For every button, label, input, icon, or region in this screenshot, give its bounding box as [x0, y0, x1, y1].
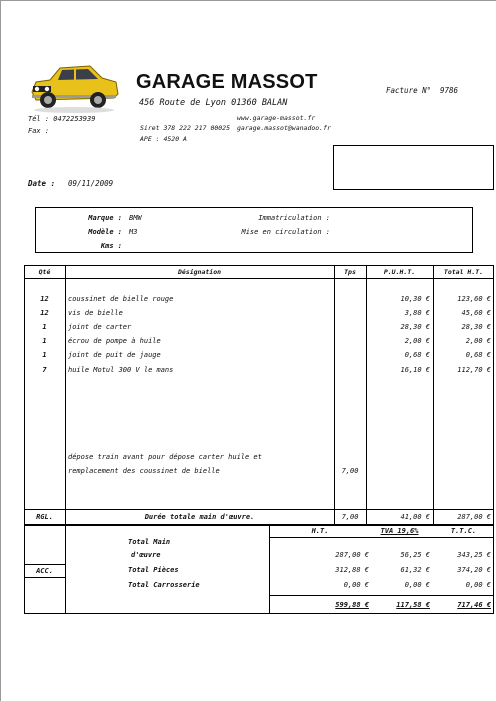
col-divider-designation	[334, 265, 335, 525]
labour-description-line2: remplacement des coussinet de bielle	[68, 467, 220, 475]
duree-totale-label: Durée totale main d'œuvre.	[144, 513, 255, 521]
row-qte: 1	[42, 323, 47, 331]
row-puht: 16,10 €	[400, 366, 430, 374]
header-tps: Tps	[344, 268, 356, 276]
totals-grand-divider	[269, 595, 494, 596]
row-total: 45,60 €	[461, 309, 491, 317]
row-designation: coussinet de bielle rouge	[68, 295, 174, 303]
total-main-oeuvre-label-2: d'œuvre	[131, 551, 161, 559]
items-footer-divider	[24, 509, 494, 510]
totals-header-tva: TVA 19,6%	[380, 527, 419, 535]
total-carrosserie-label: Total Carrosserie	[128, 581, 200, 589]
row-puht: 10,30 €	[400, 295, 430, 303]
invoice-label: Facture N°	[386, 86, 432, 95]
total-carrosserie-tva: 0,00 €	[404, 581, 430, 589]
modele-label: Modèle :	[88, 228, 122, 236]
marque-value: BMW	[129, 214, 142, 222]
items-header-divider	[24, 278, 494, 279]
col-divider-puht	[433, 265, 434, 525]
siret: Siret 378 222 217 00025	[140, 124, 231, 132]
header-qte: Qté	[38, 268, 51, 276]
row-puht: 28,30 €	[400, 323, 430, 331]
immatriculation-label: Immatriculation :	[258, 214, 330, 222]
total-pieces-ht: 312,88 €	[335, 566, 369, 574]
header-totalht: Total H.T.	[443, 268, 484, 276]
marque-label: Marque :	[88, 214, 122, 222]
total-main-oeuvre-tva: 56,25 €	[400, 551, 430, 559]
duree-total: 287,00 €	[457, 513, 491, 521]
grand-total-ht: 599,88 €	[335, 601, 369, 609]
duree-tps: 7,00	[341, 513, 359, 521]
date-value: 09/11/2009	[68, 179, 114, 188]
client-address-box	[333, 145, 494, 190]
email: garage.massot@wanadoo.fr	[237, 124, 331, 132]
date-label: Date :	[28, 179, 56, 188]
total-pieces-label: Total Pièces	[128, 566, 179, 574]
row-total: 123,60 €	[457, 295, 491, 303]
row-qte: 1	[42, 351, 47, 359]
row-designation: joint de puit de jauge	[68, 351, 161, 359]
col-divider-qte	[65, 265, 66, 525]
row-qte: 1	[42, 337, 47, 345]
total-main-oeuvre-ht: 287,00 €	[335, 551, 369, 559]
totals-header-divider	[269, 537, 494, 538]
labour-description-line1: dépose train avant pour dépose carter huile et	[68, 453, 262, 461]
total-pieces-tva: 61,32 €	[400, 566, 430, 574]
row-puht: 3,80 €	[404, 309, 430, 317]
labour-tps: 7,00	[341, 467, 359, 475]
modele-value: M3	[129, 228, 138, 236]
items-table	[24, 265, 494, 525]
row-total: 112,70 €	[457, 366, 491, 374]
header-designation: Désignation	[177, 268, 222, 276]
invoice-number: 9786	[440, 86, 459, 95]
row-total: 0,68 €	[465, 351, 491, 359]
row-designation: huile Motul 300 V le mans	[68, 366, 174, 374]
acc-divider-bottom	[24, 577, 65, 578]
row-qte: 12	[40, 295, 49, 303]
row-total: 2,00 €	[465, 337, 491, 345]
rgl-label: RGL.	[36, 513, 53, 521]
totals-col-divider-left	[65, 525, 66, 614]
telephone: Tél : 0472253939	[28, 115, 96, 123]
kms-label: Kms :	[100, 242, 122, 250]
totals-header-ttc: T.T.C.	[450, 527, 477, 535]
fax: Fax :	[28, 127, 50, 135]
ape: APE : 4520 A	[140, 135, 187, 143]
acc-label: ACC.	[36, 567, 53, 575]
header-puht: P.U.H.T.	[383, 268, 416, 276]
mise-en-circulation-label: Mise en circulation :	[241, 228, 330, 236]
row-total: 28,30 €	[461, 323, 491, 331]
row-puht: 0,68 €	[404, 351, 430, 359]
totals-header-ht: H.T.	[311, 527, 329, 535]
row-designation: écrou de pompe à huile	[68, 337, 161, 345]
garage-address: 456 Route de Lyon 01360 BALAN	[139, 98, 288, 108]
garage-name: GARAGE MASSOT	[136, 71, 318, 93]
row-designation: vis de bielle	[68, 309, 123, 317]
total-pieces-ttc: 374,20 €	[457, 566, 491, 574]
total-main-oeuvre-label: Total Main	[128, 538, 171, 546]
row-qte: 7	[42, 366, 47, 374]
total-carrosserie-ht: 0,00 €	[343, 581, 369, 589]
grand-total-tva: 117,58 €	[396, 601, 430, 609]
total-carrosserie-ttc: 0,00 €	[465, 581, 491, 589]
page-top-border	[0, 0, 496, 1]
total-main-oeuvre-ttc: 343,25 €	[457, 551, 491, 559]
car-logo	[28, 58, 120, 114]
acc-divider-top	[24, 564, 65, 565]
row-qte: 12	[40, 309, 49, 317]
grand-total-ttc: 717,46 €	[457, 601, 491, 609]
col-divider-tps	[366, 265, 367, 525]
row-designation: joint de carter	[68, 323, 132, 331]
page-left-border	[0, 0, 1, 701]
website: www.garage-massot.fr	[237, 114, 316, 122]
totals-col-divider-ht	[269, 525, 270, 614]
duree-rate: 41,00 €	[400, 513, 430, 521]
row-puht: 2,00 €	[404, 337, 430, 345]
